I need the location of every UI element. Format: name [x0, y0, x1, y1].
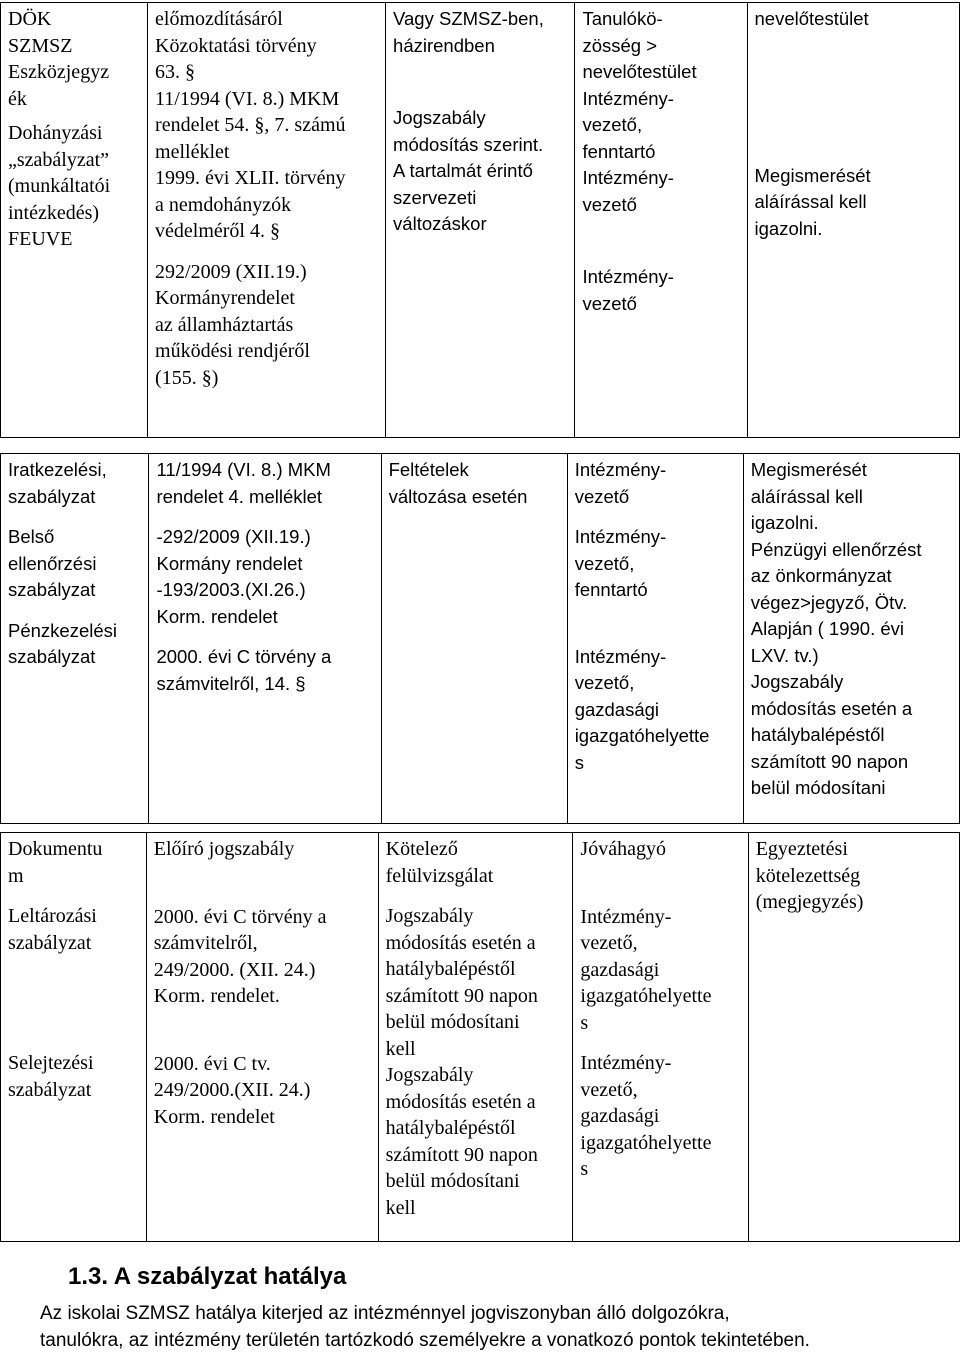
cell-text: Egyeztetési kötelezettség (megjegyzés) [755, 838, 864, 913]
cell-text: Pénzkezelési szabályzat [8, 619, 118, 667]
legal-basis-cell [148, 3, 386, 438]
cell-text: Előíró jogszabály [153, 838, 295, 860]
legal-basis-cell [146, 833, 378, 1242]
cell-text: Jogszabály módosítás esetén a hatálybalépéstől számított 90 napon belül módosítani kell [385, 905, 538, 1060]
cell-text: Dohányzási „szabályzat” (munkáltatói intézkedés) [8, 122, 111, 224]
review-cell [381, 454, 567, 824]
cell-text: 11/1994 (VI. 8.) MKM rendelet 54. §, 7. számú melléklet [155, 87, 346, 163]
cell-text: Eszközjegyz ék [8, 61, 110, 110]
table-row [1, 833, 960, 1242]
cell-text: Intézmény- vezető [582, 167, 674, 215]
cell-text: DÖK SZMSZ [8, 8, 73, 57]
cell-text: Intézmény- vezető, gazdasági igazgatóhelyette s [580, 905, 712, 1034]
regulations-table-bottom [0, 832, 960, 1242]
document-name-cell [1, 3, 148, 438]
cell-text: Belső ellenőrzési szabályzat [8, 526, 97, 600]
cell-text: Selejtezési szabályzat [8, 1052, 94, 1101]
cell-text: 2000. évi C törvény a számvitelről, 14. § [156, 646, 332, 694]
review-cell [386, 3, 575, 438]
cell-text: Tanulókö- zösség > nevelőtestület [582, 8, 697, 82]
cell-text: -292/2009 (XII.19.) Kormány rendelet -193/2003.(XI.26.) Korm. rendelet [156, 526, 311, 627]
table-row [1, 454, 960, 824]
approver-cell [575, 3, 747, 438]
table-row [1, 3, 960, 438]
cell-text: Iratkezelési, szabályzat [8, 459, 107, 507]
section-heading: 1.3. A szabályzat hatálya [68, 1263, 347, 1290]
cell-text: 2000. évi C törvény a számvitelről, 249/2000. (XII. 24.) Korm. rendelet. [153, 905, 327, 1007]
legal-basis-cell [149, 454, 381, 824]
cell-text: Intézmény- vezető, fenntartó [582, 87, 674, 162]
cell-text: Leltározási szabályzat [8, 905, 97, 954]
approver-cell [573, 833, 748, 1242]
cell-text: nevelőtestület [754, 8, 869, 29]
document-name-cell [1, 454, 149, 824]
cell-text: 11/1994 (VI. 8.) MKM rendelet 4. melléklet [156, 459, 331, 507]
regulations-table-middle [0, 453, 960, 824]
cell-text: Vagy SZMSZ-ben, házirendben [393, 8, 544, 56]
cell-text: Jóváhagyó [580, 838, 666, 860]
cell-text: Jogszabály módosítás esetén a hatálybalépéstől számított 90 napon belül módosítani kell [385, 1064, 538, 1219]
note-cell [747, 3, 959, 438]
cell-text: Megismerését aláírással kell igazolni. Pénzügyi ellenőrzést az önkormányzat végez>jegyző, Ötv. Alapján ( 1990. évi LXV. tv.) Jogszabály módosítás esetén a hatálybalépéstől számított 90 napon belül módosítani [750, 459, 922, 798]
cell-text: Intézmény- vezető, gazdasági igazgatóhelyette s [580, 1052, 712, 1180]
section-paragraph: Az iskolai SZMSZ hatálya kiterjed az intézménnyel jogviszonyban álló dolgozókra, tanulókra, az intézmény területén tartózkodó személyekre a vonatkozó pontok tekintetében. [40, 1303, 810, 1351]
regulations-table-top [0, 2, 960, 438]
cell-text: FEUVE [8, 228, 73, 250]
cell-text: Dokumentu m [8, 838, 103, 887]
cell-text: Intézmény- vezető [582, 266, 674, 314]
cell-text: Megismerését aláírással kell igazolni. [754, 164, 871, 239]
cell-text: Jogszabály módosítás szerint. A tartalmát érintő szervezeti változáskor [393, 107, 544, 234]
cell-text: 1999. évi XLII. törvény a nemdohányzók védelméről 4. § [155, 167, 346, 242]
cell-text: Kötelező felülvizsgálat [385, 838, 494, 887]
note-cell [748, 833, 959, 1242]
cell-text: 2000. évi C tv. 249/2000.(XII. 24.) Korm. rendelet [153, 1052, 311, 1128]
cell-text: 292/2009 (XII.19.) Kormányrendelet az államháztartás működési rendjéről (155. §) [155, 260, 310, 389]
cell-text: Intézmény- vezető, gazdasági igazgatóhelyette s [574, 645, 710, 773]
cell-text: Intézmény- vezető [574, 459, 667, 507]
approver-cell [567, 454, 743, 824]
review-cell [378, 833, 573, 1242]
cell-text: Feltételek változása esetén [388, 459, 528, 507]
note-cell [743, 454, 959, 824]
cell-text: előmozdításáról Közoktatási törvény 63. § [155, 8, 317, 83]
document-name-cell [1, 833, 147, 1242]
cell-text: Intézmény- vezető, fenntartó [574, 526, 667, 600]
